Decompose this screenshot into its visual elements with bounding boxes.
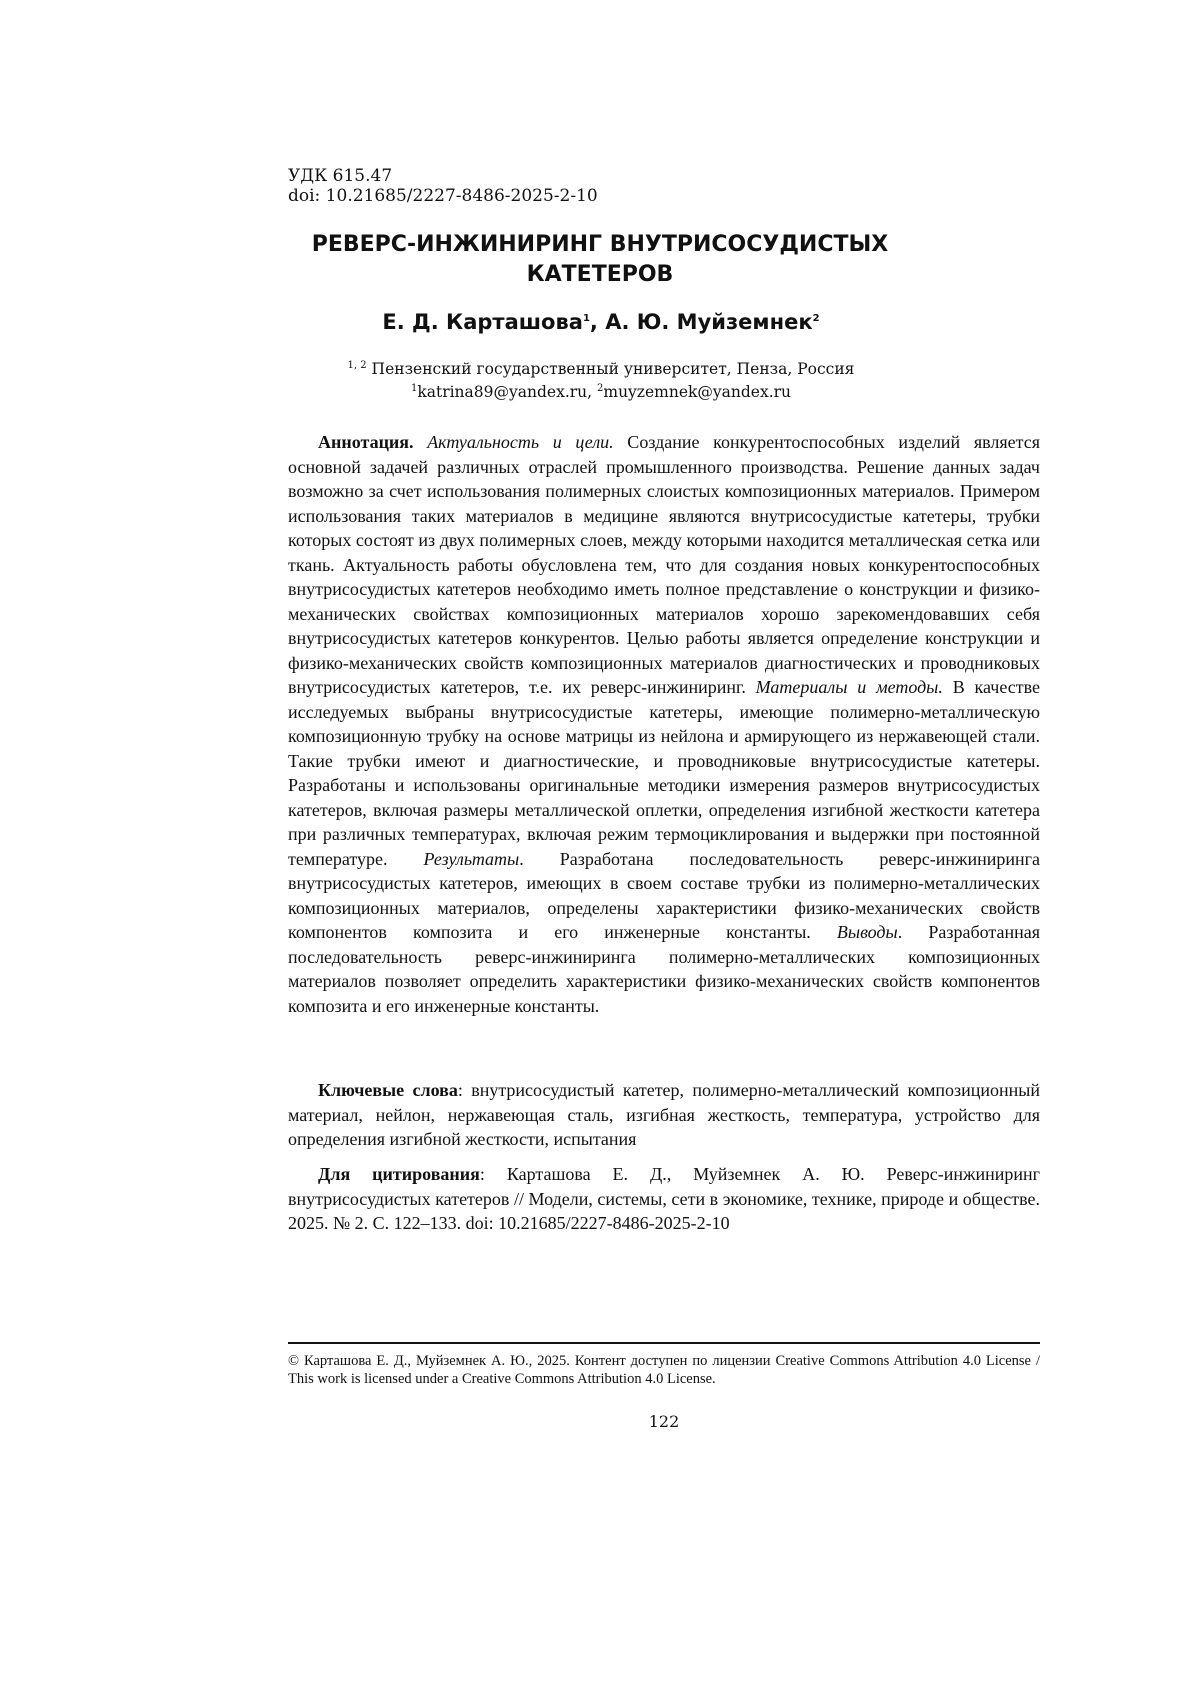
affiliation-text: Пензенский государственный университет, Пенза, Россия [366,360,855,378]
page-number: 122 [648,1412,680,1431]
affiliation-line [288,358,914,381]
author-1-affiliation-mark: 1 [582,313,590,324]
author-list [288,310,914,334]
email-1[interactable]: katrina89@yandex.ru, [417,383,597,401]
article-title [290,230,910,290]
email-line [288,381,914,404]
citation-label: Для цитирования [318,1164,480,1184]
udc-code: УДК 615.47 [288,166,393,186]
abstract-section-relevance: Актуальность и цели. [427,432,614,452]
author-separator: , [589,310,606,334]
affiliation-mark: 1, 2 [347,359,367,371]
abstract-relevance-text: Создание конкурентоспособных изделий является основной задачей различных отраслей промышленного производства. Решение данных задач возможно за счет использования полимерных слоистых композиционных материалов. Примером использования таких материалов в медицине являются внутрисосудистые катетеры, трубки которых состоят из двух полимерных слоев, между которыми находится металлическая сетка или ткань. Актуальность работы обусловлена тем, что для создания новых конкурентоспособных внутрисосудистых катетеров необходимо иметь полное представление о конструкции и физико-механических свойствах композиционных материалов хорошо зарекомендовавших себя внутрисосудистых катетеров конкурентов. Целью работы является определение конструкции и физико-механических свойств композиционных материалов диагностических и проводниковых внутрисосудистых катетеров, т.е. их реверс-инжиниринг. [288,432,1040,697]
author-2-affiliation-mark: 2 [812,313,820,324]
footnote-divider [288,1342,1040,1344]
email-2-mark: 2 [597,382,604,394]
title-line-2: КАТЕТЕРОВ [526,262,674,287]
abstract-paragraph [288,430,1040,1018]
affiliation-block [288,358,914,404]
license-footnote: © Карташова Е. Д., Муйземнек А. Ю., 2025. Контент доступен по лицензии Creative Commons Attribution 4.0 License / This work is licensed under a Creative Commons Attribution 4.0 License. [288,1353,1040,1387]
citation-paragraph [288,1162,1040,1236]
title-line-1: РЕВЕРС-ИНЖИНИРИНГ ВНУТРИСОСУДИСТЫХ [311,232,889,257]
abstract-section-results: Результаты [423,848,520,869]
keywords-text: : внутрисосудистый катетер, полимерно-металлический композиционный материал, нейлон, нержавеющая сталь, изгибная жесткость, температура, устройство для определения изгибной жесткости, испытания [288,1080,1040,1149]
citation-text: : Карташова Е. Д., Муйземнек А. Ю. Реверс-инжиниринг внутрисосудистых катетеров // Модели, системы, сети в экономике, технике, природе и обществе. 2025. № 2. С. 122–133. doi: 10.21685/2227-8486-2025-2-10 [288,1164,1040,1233]
email-2[interactable]: muyzemnek@yandex.ru [603,383,792,401]
email-1-mark: 1 [410,382,418,394]
doi-line: doi: 10.21685/2227-8486-2025-2-10 [288,186,598,206]
abstract-results-text: . Разработана последовательность реверс-инжиниринга внутрисосудистых катетеров, имеющих в своем составе трубки из полимерно-металлических композиционных материалов, определены характеристики физико-механических свойств компонентов композита и его инженерные константы. [288,848,1040,942]
abstract-section-methods: Материалы и методы. [755,677,943,697]
keywords-paragraph [288,1078,1040,1152]
abstract-methods-text: В качестве исследуемых выбраны внутрисосудистые катетеры, имеющие полимерно-металлическую композиционную трубку на основе матрицы из нейлона и армирующего из нержавеющей стали. Такие трубки имеют и диагностические, и проводниковые внутрисосудистые катетеры. Разработаны и использованы оригинальные методики измерения размеров внутрисосудистых катетеров, включая размеры металлической оплетки, определения изгибной жесткости катетера при различных температурах, включая режим термоциклирования и выдержки при постоянной температуре. [288,677,1040,869]
abstract-section-conclusions: Выводы [836,922,898,942]
abstract-label: Аннотация. [318,432,414,452]
author-2: А. Ю. Муйземнек [605,310,813,334]
keywords-label: Ключевые слова [318,1080,458,1100]
abstract-conclusions-text: . Разработанная последовательность реверс-инжиниринга полимерно-металлических композиционных материалов позволяет определить характеристики физико-механических свойств компонентов композита и его инженерные константы. [288,922,1040,1016]
article-meta [288,166,598,206]
author-1: Е. Д. Карташова [382,310,583,334]
